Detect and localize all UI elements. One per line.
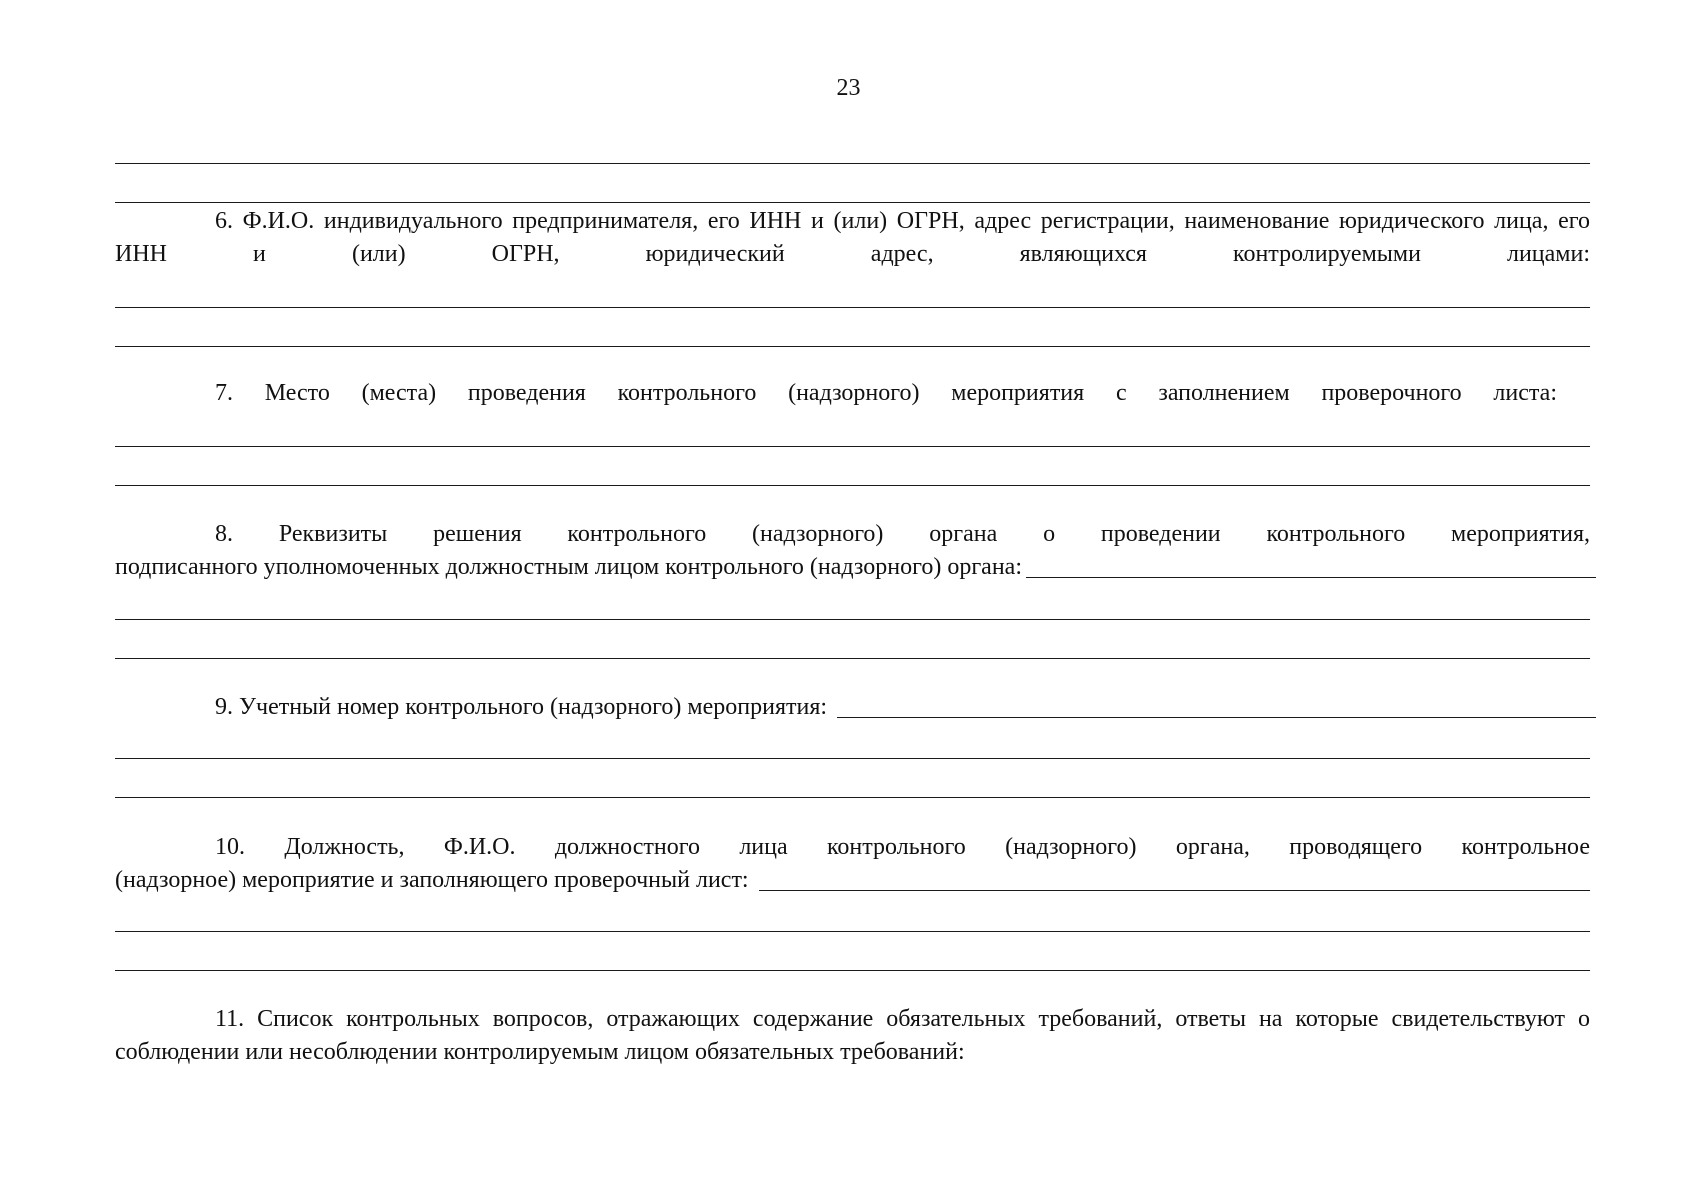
item-8-label: подписанного уполномоченных должностным лицом контрольного (надзорного) органа: — [115, 554, 1022, 580]
blank-line[interactable] — [115, 970, 1590, 971]
item-10-label: (надзорное) мероприятие и заполняющего проверочный лист: — [115, 867, 749, 893]
blank-line[interactable] — [115, 758, 1590, 759]
item-10-line-1: 10. Должность, Ф.И.О. должностного лица контрольного (надзорного) органа, проводящего контрольное — [215, 834, 1590, 860]
blank-line[interactable] — [115, 485, 1590, 486]
item-9-fill-line[interactable] — [837, 716, 1596, 718]
item-9-label: 9. Учетный номер контрольного (надзорного) мероприятия: — [215, 694, 828, 720]
item-10-fill-line[interactable] — [759, 889, 1590, 891]
item-9-row[interactable] — [115, 691, 1596, 724]
item-11-text: 11. Список контрольных вопросов, отражающих содержание обязательных требований, ответы на которые свидетельствуют о соблюдении или несоблюдении контролируемым лицом обязательных требований: — [115, 1006, 1590, 1065]
blank-line[interactable] — [115, 163, 1590, 164]
item-8-fill-line[interactable] — [1026, 576, 1596, 578]
item-8-line-1: 8. Реквизиты решения контрольного (надзорного) органа о проведении контрольного мероприятия, — [215, 521, 1590, 547]
page-number: 23 — [836, 75, 861, 101]
blank-line[interactable] — [115, 202, 1590, 203]
blank-line[interactable] — [115, 658, 1590, 659]
item-6-text: 6. Ф.И.О. индивидуального предпринимателя, его ИНН и (или) ОГРН, адрес регистрации, наименование юридического лица, его ИНН и (или) ОГРН, юридический адрес, являющихся контролируемыми лицами: — [115, 208, 1590, 267]
blank-line[interactable] — [115, 797, 1590, 798]
blank-line[interactable] — [115, 446, 1590, 447]
blank-line[interactable] — [115, 307, 1590, 308]
blank-line[interactable] — [115, 619, 1590, 620]
blank-line[interactable] — [115, 346, 1590, 347]
item-10-line-2[interactable] — [115, 864, 1590, 897]
blank-line[interactable] — [115, 931, 1590, 932]
item-8-line-2[interactable] — [115, 551, 1596, 584]
item-7-text: 7. Место (места) проведения контрольного (надзорного) мероприятия с заполнением проверочного листа: — [215, 380, 1557, 406]
